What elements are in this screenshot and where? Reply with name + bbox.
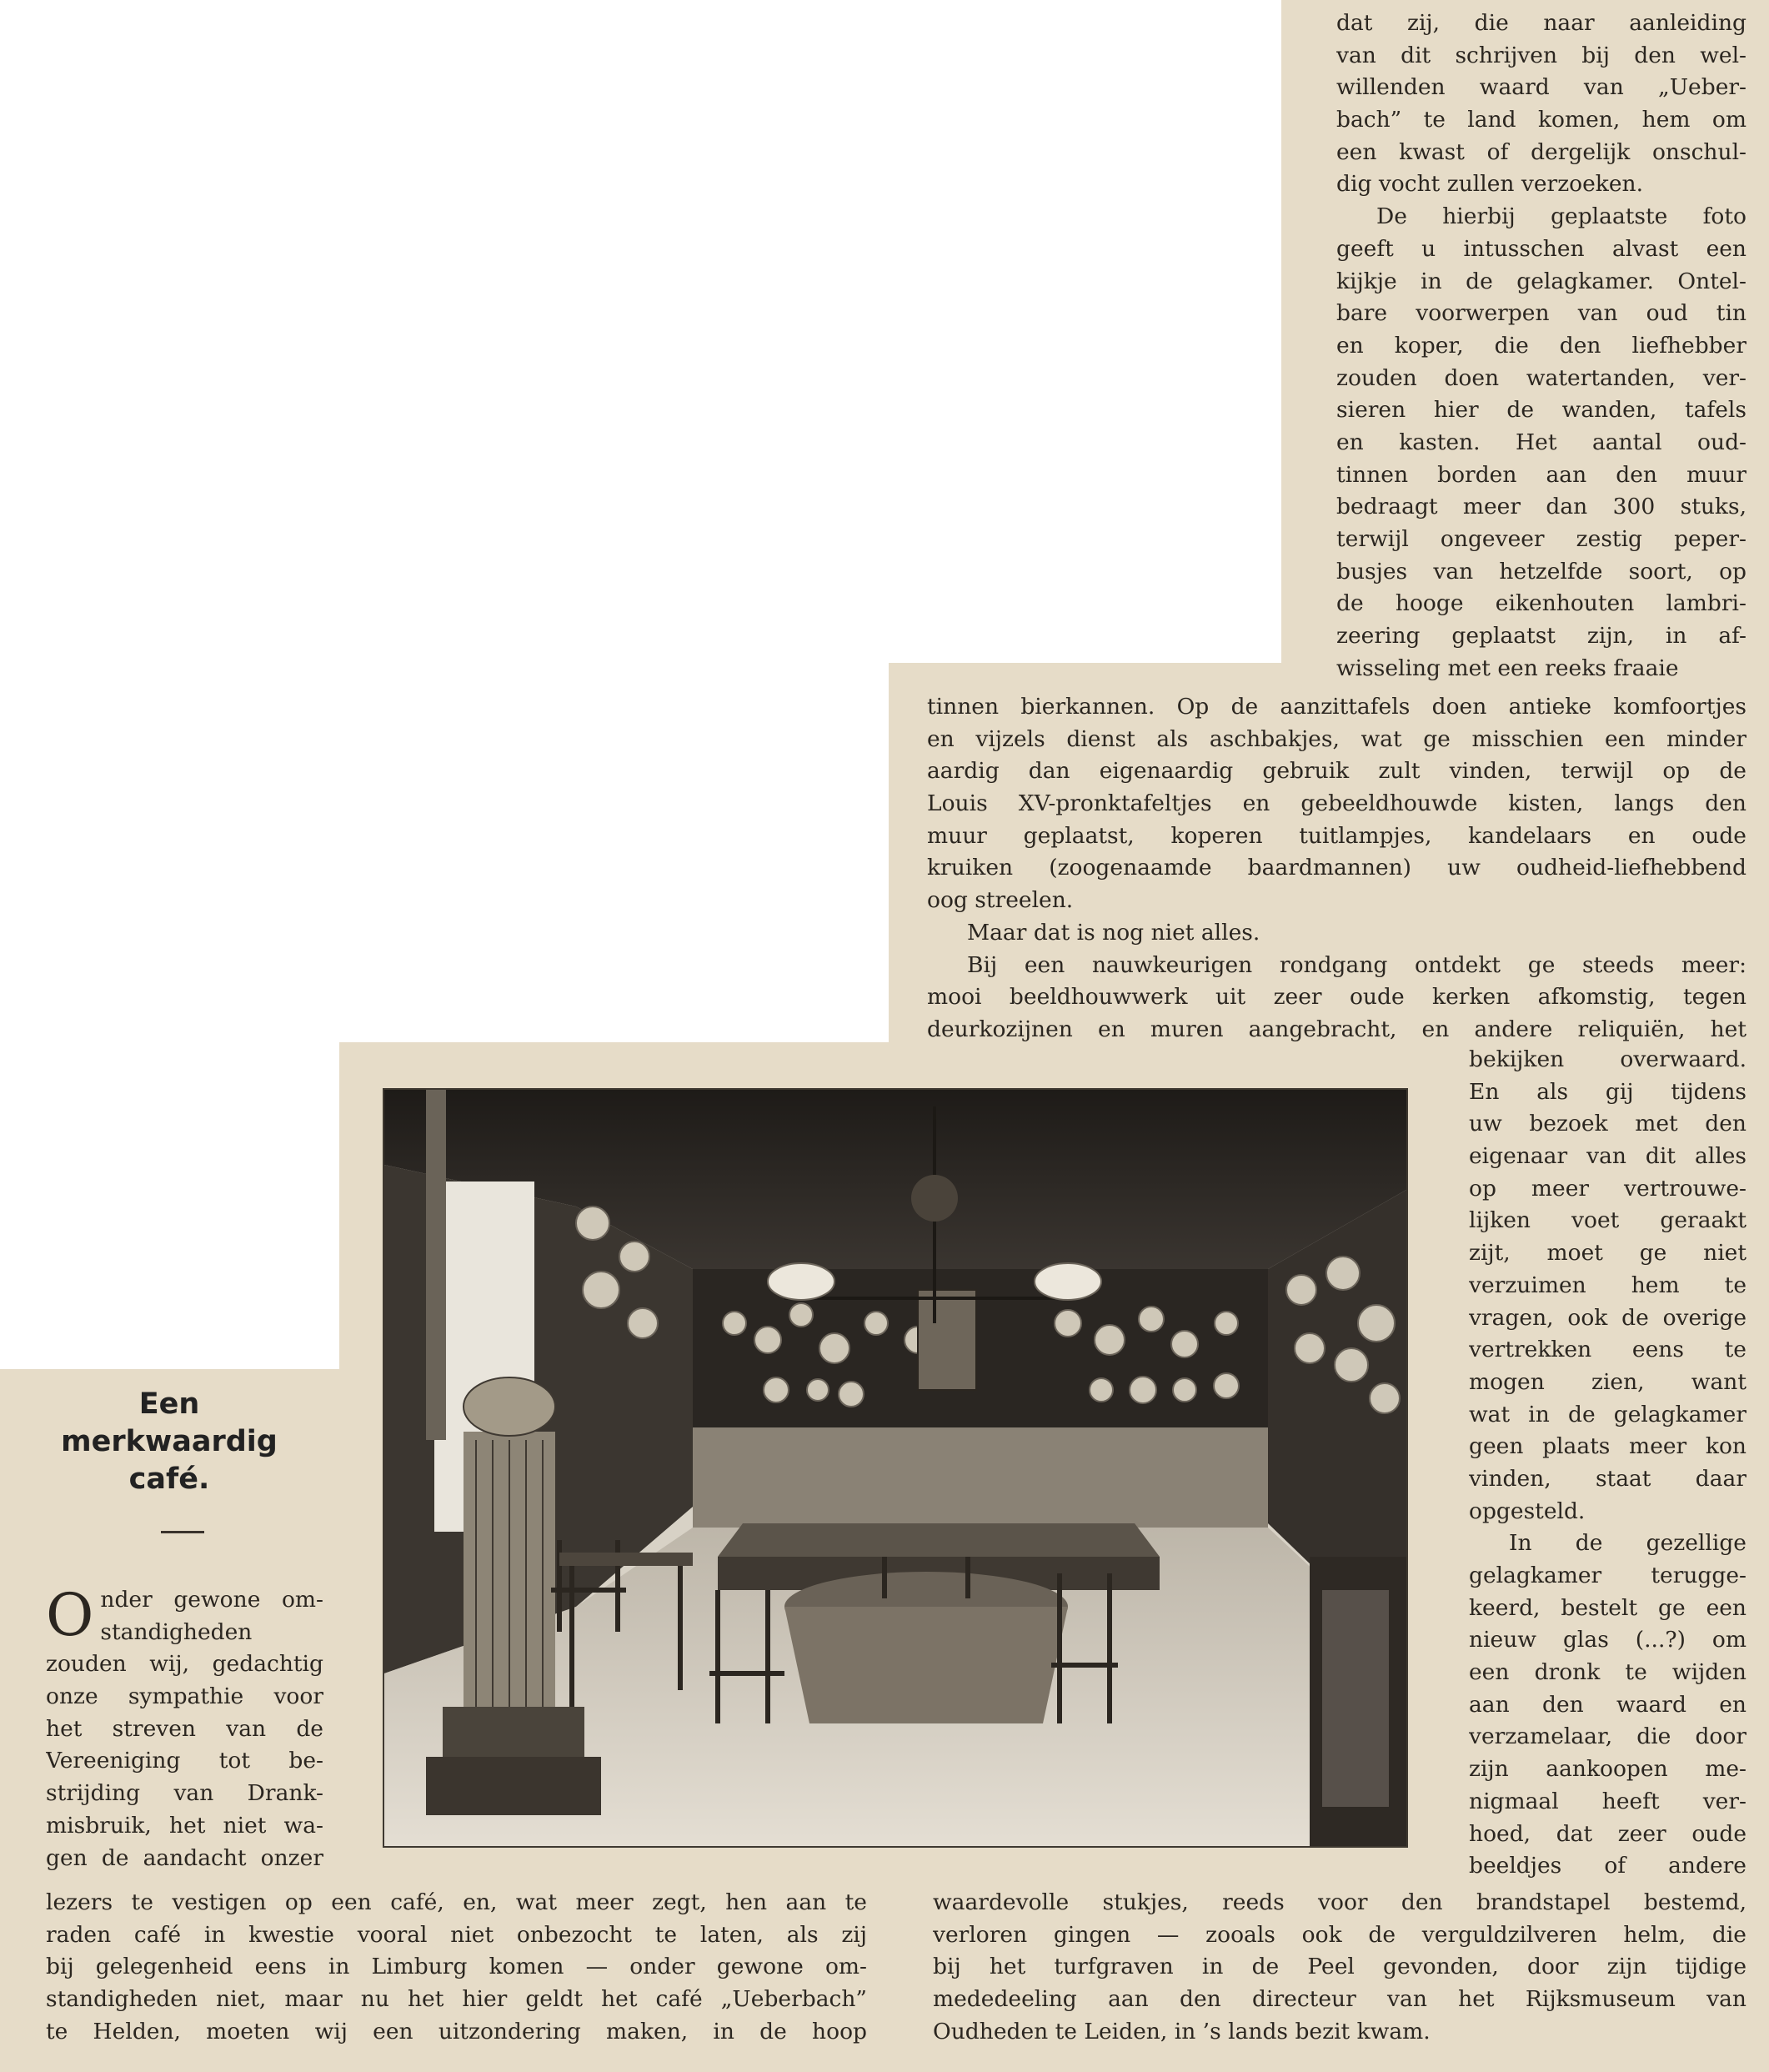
text-line: standigheden xyxy=(100,1618,253,1645)
text-line: Oudheden te Leiden, in ’s lands bezit kwam. xyxy=(933,2018,1431,2044)
text-line: bare voorwerpen van oud tin xyxy=(1336,300,1746,327)
text-line: raden café in kwestie vooral niet onbezocht te laten, als zij xyxy=(46,1921,867,1948)
text-line: eigenaar van dit alles xyxy=(1469,1143,1746,1170)
photo-illustration xyxy=(384,1090,1406,1846)
text-line: tinnen bierkannen. Op de aanzittafels doen antieke komfoortjes xyxy=(927,694,1746,720)
text-line: misbruik, het niet wa- xyxy=(46,1812,323,1839)
text-line: In de gezellige xyxy=(1509,1530,1746,1557)
text-line: willenden waard van „Ueber- xyxy=(1336,74,1746,101)
text-line: het streven van de xyxy=(46,1715,323,1742)
text-line: uw bezoek met den xyxy=(1469,1111,1746,1137)
text-line: wat in de gelagkamer xyxy=(1469,1401,1746,1427)
drop-cap: O xyxy=(46,1581,94,1649)
text-line: verloren gingen — zooals ook de verguldzilveren helm, die xyxy=(933,1921,1746,1948)
text-line: mededeeling aan den directeur van het Rijksmuseum van xyxy=(933,1986,1746,2013)
text-line: lezers te vestigen op een café, en, wat meer zegt, hen aan te xyxy=(46,1889,867,1915)
text-line: een dronk te wijden xyxy=(1469,1659,1746,1686)
text-line: deurkozijnen en muren aangebracht, en andere reliquiën, het xyxy=(927,1016,1746,1042)
text-line: tinnen borden aan den muur xyxy=(1336,461,1746,488)
text-line: mogen zien, want xyxy=(1469,1368,1746,1395)
text-line: lijken voet geraakt xyxy=(1469,1207,1746,1234)
text-line: zouden doen watertanden, ver- xyxy=(1336,364,1746,391)
text-line: verzamelaar, die door xyxy=(1469,1723,1746,1750)
article-title xyxy=(33,1386,305,1498)
text-line: bij gelegenheid eens in Limburg komen — onder gewone om- xyxy=(46,1954,867,1980)
text-line: vinden, staat daar xyxy=(1469,1465,1746,1492)
cafe-interior-photo xyxy=(383,1088,1408,1848)
column-bottom-left xyxy=(46,1887,867,2048)
text-line: En als gij tijdens xyxy=(1469,1078,1746,1105)
text-line: keerd, bestelt ge een xyxy=(1469,1594,1746,1621)
text-line: wisseling met een reeks fraaie xyxy=(1336,655,1679,681)
text-line: opgesteld. xyxy=(1469,1498,1586,1524)
text-line: vertrekken eens te xyxy=(1469,1337,1746,1363)
title-line-2: merkwaardig xyxy=(61,1425,278,1458)
text-line: gen de aandacht onzer xyxy=(46,1844,323,1871)
text-line: geeft u intusschen alvast een xyxy=(1336,235,1746,262)
text-line: oog streelen. xyxy=(927,887,1074,914)
title-line-3: café. xyxy=(128,1462,210,1496)
text-line: Bij een nauwkeurigen rondgang ontdekt ge steeds meer: xyxy=(967,951,1746,978)
text-line: bij het turfgraven in de Peel gevonden, door zijn tijdige xyxy=(933,1954,1746,1980)
text-line: strijding van Drank- xyxy=(46,1780,323,1807)
column-left-narrow xyxy=(46,1581,323,1874)
text-line: zouden wij, gedachtig xyxy=(46,1651,323,1678)
text-line: bekijken overwaard. xyxy=(1469,1046,1746,1072)
text-line: geen plaats meer kon xyxy=(1469,1433,1746,1460)
text-line: nder gewone om- xyxy=(100,1587,323,1613)
text-line: zeering geplaatst zijn, in af- xyxy=(1336,623,1746,650)
text-line: beeldjes of andere xyxy=(1469,1853,1746,1879)
text-line: nigmaal heeft ver- xyxy=(1469,1788,1746,1814)
text-line: onze sympathie voor xyxy=(46,1683,323,1710)
title-rule xyxy=(161,1531,204,1533)
text-line: aardig dan eigenaardig gebruik zult vinden, terwijl op de xyxy=(927,758,1746,785)
text-line: muur geplaatst, koperen tuitlampjes, kandelaars en oude xyxy=(927,822,1746,849)
text-line: aan den waard en xyxy=(1469,1691,1746,1718)
text-line: bedraagt meer dan 300 stuks, xyxy=(1336,494,1746,520)
text-line: te Helden, moeten wij een uitzondering maken, in de hoop xyxy=(46,2018,867,2044)
column-bottom-right xyxy=(933,1887,1746,2048)
text-line: vragen, ook de overige xyxy=(1469,1304,1746,1331)
text-line: van dit schrijven bij den wel- xyxy=(1336,42,1746,68)
text-line: zijt, moet ge niet xyxy=(1469,1240,1746,1267)
text-line: sieren hier de wanden, tafels xyxy=(1336,397,1746,424)
text-line: mooi beeldhouwwerk uit zeer oude kerken afkomstig, tegen xyxy=(927,984,1746,1011)
text-line: dat zij, die naar aanleiding xyxy=(1336,10,1746,36)
text-line: Vereeniging tot be- xyxy=(46,1748,323,1774)
column-narrow-right xyxy=(1469,1044,1746,1883)
text-line: dig vocht zullen verzoeken. xyxy=(1336,171,1644,198)
text-line: en vijzels dienst als aschbakjes, wat ge misschien een minder xyxy=(927,725,1746,752)
text-line: busjes van hetzelfde soort, op xyxy=(1336,558,1746,584)
text-line: verzuimen hem te xyxy=(1469,1272,1746,1298)
text-line: bach” te land komen, hem om xyxy=(1336,107,1746,133)
text-line: de hooge eikenhouten lambri- xyxy=(1336,590,1746,617)
text-line: op meer vertrouwe- xyxy=(1469,1175,1746,1202)
text-line: en koper, die den liefhebber xyxy=(1336,332,1746,359)
title-line-1: Een xyxy=(138,1387,200,1421)
text-line: en kasten. Het aantal oud- xyxy=(1336,429,1746,455)
text-line: Maar dat is nog niet alles. xyxy=(967,919,1260,946)
text-line: Louis XV-pronktafeltjes en gebeeldhouwde kisten, langs den xyxy=(927,790,1746,817)
text-line: waardevolle stukjes, reeds voor den brandstapel bestemd, xyxy=(933,1889,1746,1915)
text-line: gelagkamer terugge- xyxy=(1469,1563,1746,1588)
text-line: terwijl ongeveer zestig peper- xyxy=(1336,526,1746,552)
column-mid-right xyxy=(927,691,1746,1046)
text-line: kruiken (zoogenaamde baardmannen) uw oudheid-liefhebbend xyxy=(927,855,1746,881)
text-line: standigheden niet, maar nu het hier geldt het café „Ueberbach” xyxy=(46,1986,867,2013)
text-line: een kwast of dergelijk onschul- xyxy=(1336,138,1746,165)
text-line: hoed, dat zeer oude xyxy=(1469,1820,1746,1847)
text-line: zijn aankoopen me- xyxy=(1469,1756,1746,1783)
column-top-right xyxy=(1336,8,1746,685)
text-line: kijkje in de gelagkamer. Ontel- xyxy=(1336,268,1746,294)
text-line: De hierbij geplaatste foto xyxy=(1376,203,1746,230)
text-line: nieuw glas (...?) om xyxy=(1469,1627,1746,1653)
